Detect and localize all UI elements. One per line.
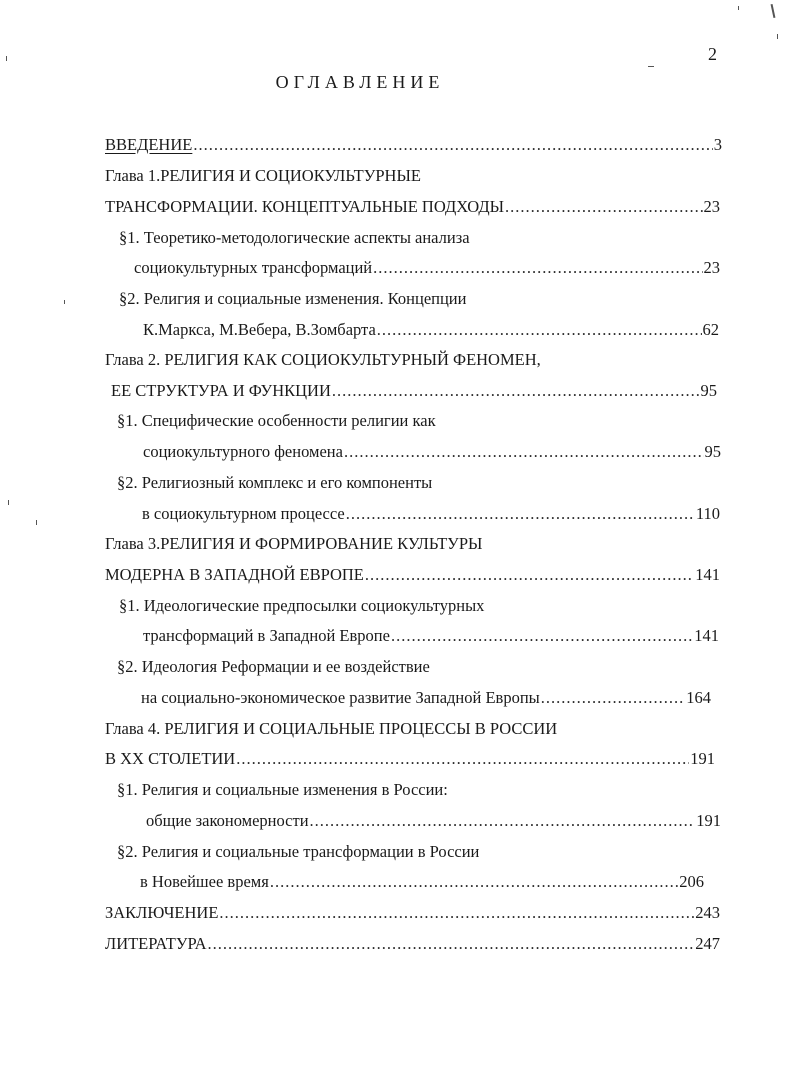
toc-entry-section-2-2[interactable] xyxy=(142,504,720,524)
toc-entry-label: социокультурного феномена xyxy=(143,442,343,461)
scan-mark xyxy=(64,300,65,304)
toc-entry-label: §2. Религиозный комплекс и его компоненты xyxy=(117,473,433,492)
toc-entry-label: МОДЕРНА В ЗАПАДНОЙ ЕВРОПЕ xyxy=(105,565,364,584)
toc-entry-chapter-4-line-1[interactable] xyxy=(105,719,557,739)
scan-mark xyxy=(36,520,37,525)
toc-entry-conclusion[interactable] xyxy=(105,903,720,923)
toc-entry-section-1-1-line-1[interactable] xyxy=(119,228,470,248)
toc-entry-section-4-1-line-1[interactable] xyxy=(117,780,448,800)
toc-title: ОГЛАВЛЕНИЕ xyxy=(275,72,445,92)
toc-entry-section-3-1[interactable] xyxy=(143,626,719,646)
toc-entry-page: 95 xyxy=(700,381,717,400)
toc-entry-page: 206 xyxy=(679,872,704,891)
toc-entry-section-1-2[interactable] xyxy=(143,320,719,340)
toc-entry-section-2-2-line-1[interactable] xyxy=(117,473,432,493)
toc-entry-label: общие закономерности xyxy=(146,811,309,830)
scan-mark xyxy=(738,6,739,10)
toc-entry-label: Глава 2. РЕЛИГИЯ КАК СОЦИОКУЛЬТУРНЫЙ ФЕНОМЕН, xyxy=(105,350,541,369)
toc-entry-label: §2. Религия и социальные изменения. Концепции xyxy=(119,289,467,308)
toc-entry-label: в Новейшее время xyxy=(140,872,269,891)
toc-entry-chapter-2-line-1[interactable] xyxy=(105,350,541,370)
dot-leader xyxy=(219,903,694,923)
toc-entry-label: социокультурных трансформаций xyxy=(134,258,373,277)
toc-entry-label: Глава 3.РЕЛИГИЯ И ФОРМИРОВАНИЕ КУЛЬТУРЫ xyxy=(105,534,483,553)
dot-leader xyxy=(270,872,678,892)
toc-entry-label: Глава 4. РЕЛИГИЯ И СОЦИАЛЬНЫЕ ПРОЦЕССЫ В РОССИИ xyxy=(105,719,558,738)
toc-entry-literature[interactable] xyxy=(105,934,720,954)
toc-entry-section-3-2[interactable] xyxy=(141,688,711,708)
toc-entry-chapter-3[interactable] xyxy=(105,565,720,585)
toc-entry-label: К.Маркса, М.Вебера, В.Зомбарта xyxy=(143,320,376,339)
dot-leader xyxy=(344,442,704,462)
toc-entry-page: 23 xyxy=(703,197,720,216)
toc-entry-page: 62 xyxy=(702,320,719,339)
toc-entry-page: 110 xyxy=(695,504,720,523)
toc-entry-label: ТРАНСФОРМАЦИИ. КОНЦЕПТУАЛЬНЫЕ ПОДХОДЫ xyxy=(105,197,505,216)
dot-leader xyxy=(310,811,696,831)
dot-leader xyxy=(541,688,686,708)
toc-entry-page: 141 xyxy=(695,565,720,584)
toc-entry-label: §1. Идеологические предпосылки социокультурных xyxy=(119,596,485,615)
toc-entry-chapter-1[interactable] xyxy=(105,197,720,217)
toc-entry-chapter-1-line-1[interactable] xyxy=(105,166,421,186)
dot-leader xyxy=(373,258,702,278)
toc-entry-label: §2. Религия и социальные трансформации в России xyxy=(117,842,480,861)
toc-entry-section-2-1[interactable] xyxy=(143,442,721,462)
dot-leader xyxy=(365,565,694,585)
toc-entry-label: трансформаций в Западной Европе xyxy=(143,626,390,645)
toc-entry-page: 141 xyxy=(694,626,719,645)
toc-entry-page: 23 xyxy=(703,258,720,277)
toc-entry-page: 164 xyxy=(686,688,711,707)
toc-entry-section-1-2-line-1[interactable] xyxy=(119,289,466,309)
scan-mark xyxy=(777,34,778,39)
dot-leader xyxy=(193,135,712,155)
toc-entry-page: 191 xyxy=(696,811,721,830)
dot-leader xyxy=(377,320,702,340)
toc-entry-page: 247 xyxy=(695,934,720,953)
scan-mark xyxy=(8,500,9,505)
toc-entry-label: §1. Специфические особенности религии как xyxy=(117,411,436,430)
toc-entry-section-2-1-line-1[interactable] xyxy=(117,411,436,431)
toc-entry-page: 243 xyxy=(695,903,720,922)
toc-entry-chapter-2[interactable] xyxy=(111,381,717,401)
toc-entry-label: ЛИТЕРАТУРА xyxy=(105,934,207,953)
toc-entry-section-3-1-line-1[interactable] xyxy=(119,596,484,616)
toc-entry-page: 95 xyxy=(704,442,721,461)
scan-mark xyxy=(648,66,654,67)
scan-mark xyxy=(771,4,776,18)
toc-entry-chapter-3-line-1[interactable] xyxy=(105,534,482,554)
toc-entry-label: в социокультурном процессе xyxy=(142,504,345,523)
toc-entry-label: В XX СТОЛЕТИИ xyxy=(105,749,236,768)
toc-entry-label: ЕЕ СТРУКТУРА И ФУНКЦИИ xyxy=(111,381,331,400)
dot-leader xyxy=(391,626,693,646)
dot-leader xyxy=(236,749,689,769)
toc-entry-introduction[interactable] xyxy=(105,135,722,155)
toc-entry-label: на социально-экономическое развитие Западной Европы xyxy=(141,688,540,707)
toc-entry-label: Глава 1.РЕЛИГИЯ И СОЦИОКУЛЬТУРНЫЕ xyxy=(105,166,421,185)
toc-entry-label: ЗАКЛЮЧЕНИЕ xyxy=(105,903,219,922)
toc-entry-chapter-4[interactable] xyxy=(105,749,715,769)
toc-entry-section-1-1[interactable] xyxy=(134,258,720,278)
toc-entry-label: §1. Теоретико-методологические аспекты анализа xyxy=(119,228,470,247)
scan-mark xyxy=(6,56,7,61)
dot-leader xyxy=(332,381,700,401)
toc-entry-page: 191 xyxy=(690,749,715,768)
toc-entry-page: 3 xyxy=(713,135,722,154)
dot-leader xyxy=(505,197,702,217)
toc-entry-section-4-2[interactable] xyxy=(140,872,704,892)
page-number: 2 xyxy=(708,44,717,64)
toc-entry-section-4-2-line-1[interactable] xyxy=(117,842,479,862)
dot-leader xyxy=(346,504,695,524)
toc-entry-label: §2. Идеология Реформации и ее воздействие xyxy=(117,657,430,676)
toc-entry-section-4-1[interactable] xyxy=(146,811,721,831)
toc-entry-label: ВВЕДЕНИЕ xyxy=(105,135,193,154)
toc-entry-section-3-2-line-1[interactable] xyxy=(117,657,430,677)
toc-entry-label: §1. Религия и социальные изменения в России: xyxy=(117,780,448,799)
dot-leader xyxy=(208,934,695,954)
